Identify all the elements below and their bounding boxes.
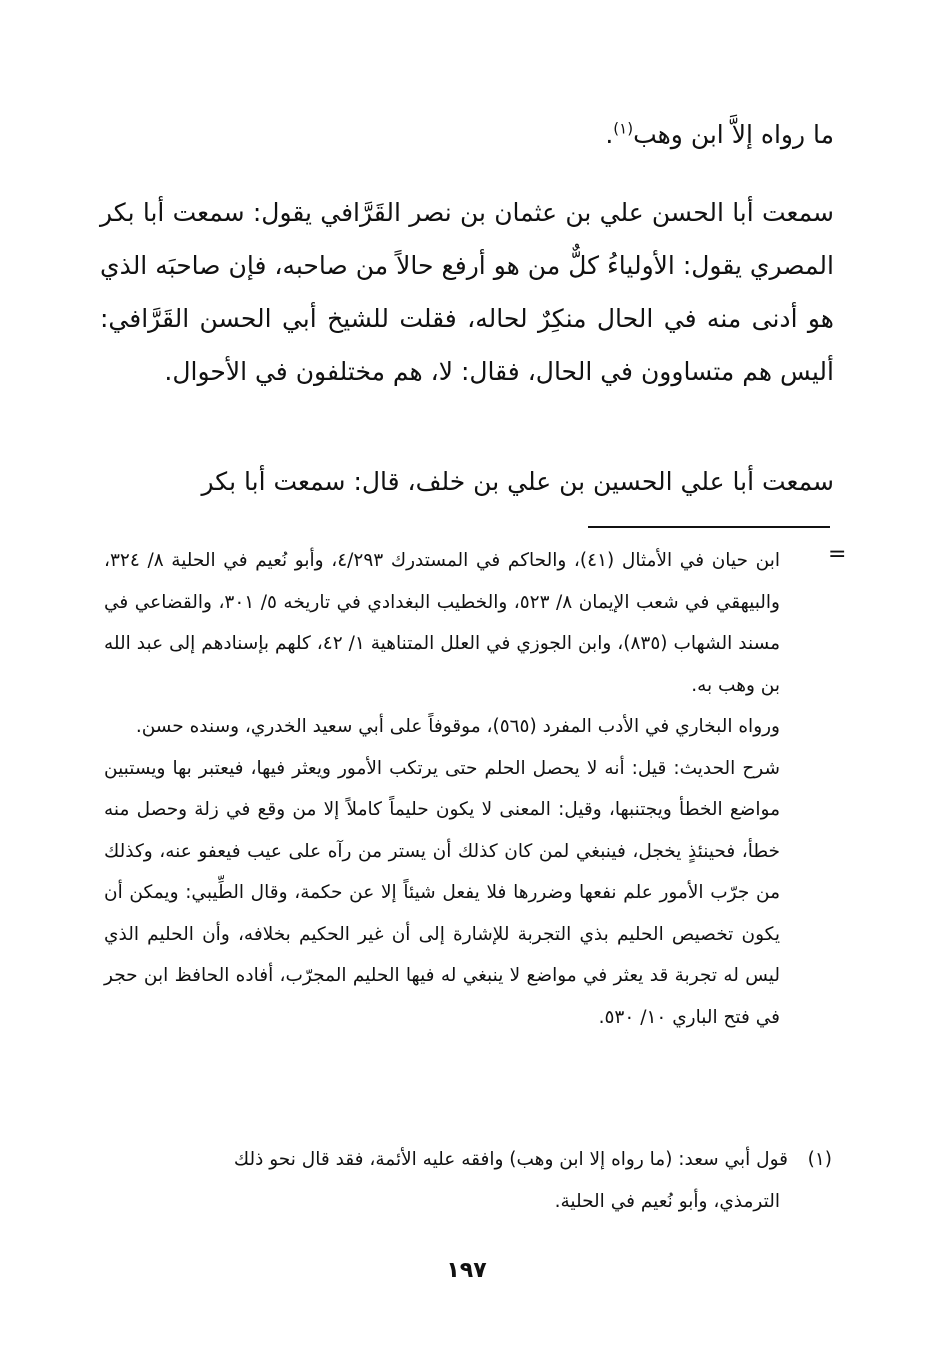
footnote-block-2: ورواه البخاري في الأدب المفرد (٥٦٥)، موقوفاً على أبي سعيد الخدري، وسنده حسن.	[135, 716, 780, 737]
line1-end: .	[605, 120, 614, 149]
footnote-continuation-mark: =	[828, 542, 847, 567]
footnote-block-3: شرح الحديث: قيل: أنه لا يحصل الحلم حتى يرتكب الأمور ويعثر فيها، فيعتبر بها ويستبين مواضع الخطأ ويجتنبها، وقيل: المعنى لا يكون حليماً كاملاً إلا من وقع في زلة وحصل منه خطأ، فحينئذٍ يخجل، فينبغي لمن كان كذلك أن يستر من رآه على عيب فيعفو عنه، وكذلك من جرّب الأمور علم نفعها وضررها فلا يفعل شيئاً إلا عن حكمة، وقال الطِّيبي: ويمكن أن يكون تخصيص الحليم بذي التجربة للإشارة إلى أن غير الحكيم بخلافه، وأن الحليم الذي ليس له تجربة قد يعثر في مواضع لا ينبغي له فيها الحليم المجرّب، أفاده الحافظ ابن حجر في فتح الباري ١٠/ ٥٣٠.	[104, 757, 780, 1028]
line1-text: ما رواه إلاَّ ابن وهب	[633, 120, 834, 149]
footnote-1-continuation: الترمذي، وأبو نُعيم في الحلية.	[554, 1190, 780, 1212]
page-number: ١٩٧	[446, 1258, 487, 1283]
footnotes-continued	[104, 540, 780, 1038]
footnote-1	[104, 1139, 832, 1222]
footnote-1-text: قول أبي سعد: (ما رواه إلا ابن وهب) وافقه عليه الأئمة، فقد قال نحو ذلك	[233, 1149, 788, 1170]
footnote-separator	[588, 526, 830, 528]
footnote-block-1: ابن حيان في الأمثال (٤١)، والحاكم في المستدرك ٤/٢٩٣، وأبو نُعيم في الحلية ٨/ ٣٢٤، والبيهقي في شعب الإيمان ٨/ ٥٢٣، والخطيب البغدادي في تاريخه ٥/ ٣٠١، والقضاعي في مسند الشهاب (٨٣٥)، وابن الجوزي في العلل المتناهية ١/ ٤٢، كلهم بإسنادهم إلى عبد الله بن وهب به.	[104, 550, 780, 696]
main-text-line-1	[100, 108, 834, 161]
paragraph-2: سمعت أبا الحسن علي بن عثمان بن نصر القَرَّافي يقول: سمعت أبا بكر المصري يقول: الأولياءُ كلٌّ من هو أرفع حالاً من صاحبه، فإن صاحبَه الذي هو أدنى منه في الحال منكِرٌ لحاله، فقلت للشيخ أبي الحسن القَرَّافي: أليس هم متساوون في الحال، فقال: لا، هم مختلفون في الأحوال.	[100, 198, 834, 386]
paragraph-3: سمعت أبا علي الحسين بن علي بن خلف، قال: سمعت أبا بكر	[201, 467, 834, 496]
footnote-1-number: (١)	[807, 1149, 832, 1170]
footnote-marker-1[interactable]: (١)	[613, 119, 634, 138]
